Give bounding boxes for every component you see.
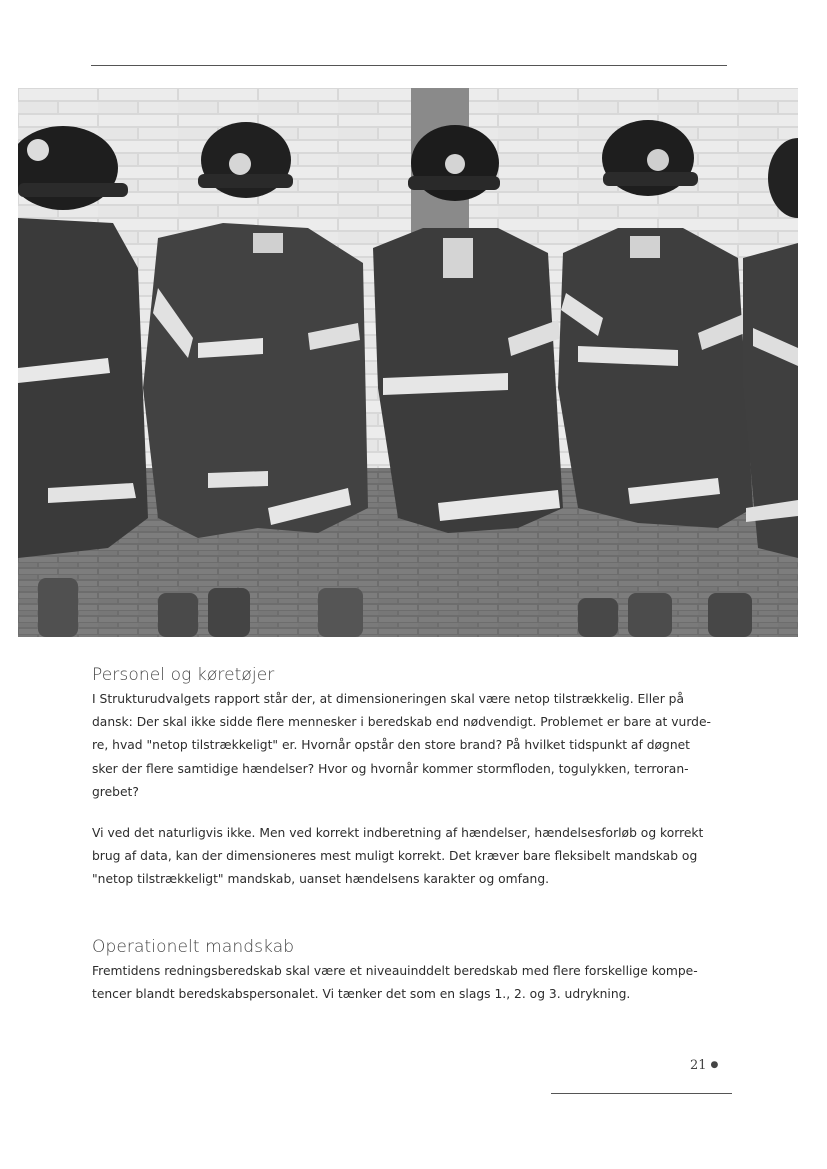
text-line: "netop tilstrækkeligt" mandskab, uanset hændelsens karakter og omfang.	[92, 872, 550, 887]
text-line: tencer blandt beredskabspersonalet. Vi tænker det som en slags 1., 2. og 3. udrykning.	[92, 987, 631, 1002]
page-number	[690, 1058, 718, 1073]
page-number-text: 21	[690, 1058, 707, 1073]
section-heading: Operationelt mandskab	[92, 937, 295, 957]
text-line: Fremtidens redningsberedskab skal være et niveauinddelt beredskab med flere forskellige kompe-	[92, 964, 698, 978]
text-line: grebet?	[92, 784, 139, 799]
text-line: re, hvad "netop tilstrækkeligt" er. Hvornår opstår den store brand? På hvilket tidspunkt af døgnet	[92, 738, 691, 753]
text-line: dansk: Der skal ikke sidde flere mennesker i beredskab end nødvendigt. Problemet er bare at vurde-	[92, 715, 711, 730]
text-line: I Strukturudvalgets rapport står der, at dimensioneringen skal være netop tilstrækkelig. Eller på	[92, 692, 685, 706]
bullet-icon: ●	[710, 1060, 719, 1070]
text-line: Vi ved det naturligvis ikke. Men ved korrekt indberetning af hændelser, hændelsesforløb og korrekt	[92, 826, 704, 841]
top-rule	[91, 65, 727, 66]
paragraph	[92, 688, 732, 804]
text-line: brug af data, kan der dimensioneres mest muligt korrekt. Det kræver bare fleksibelt mandskab og	[92, 849, 698, 864]
bottom-rule	[551, 1093, 732, 1094]
section-personel	[92, 665, 732, 892]
firefighter-gear-photo	[18, 88, 798, 637]
section-operationelt	[92, 937, 732, 1006]
section-heading: Personel og køretøjer	[92, 665, 275, 685]
paragraph	[92, 822, 732, 892]
text-line: sker der flere samtidige hændelser? Hvor og hvornår kommer stormfloden, togulykken, terroran-	[92, 761, 689, 776]
paragraph	[92, 960, 732, 1006]
